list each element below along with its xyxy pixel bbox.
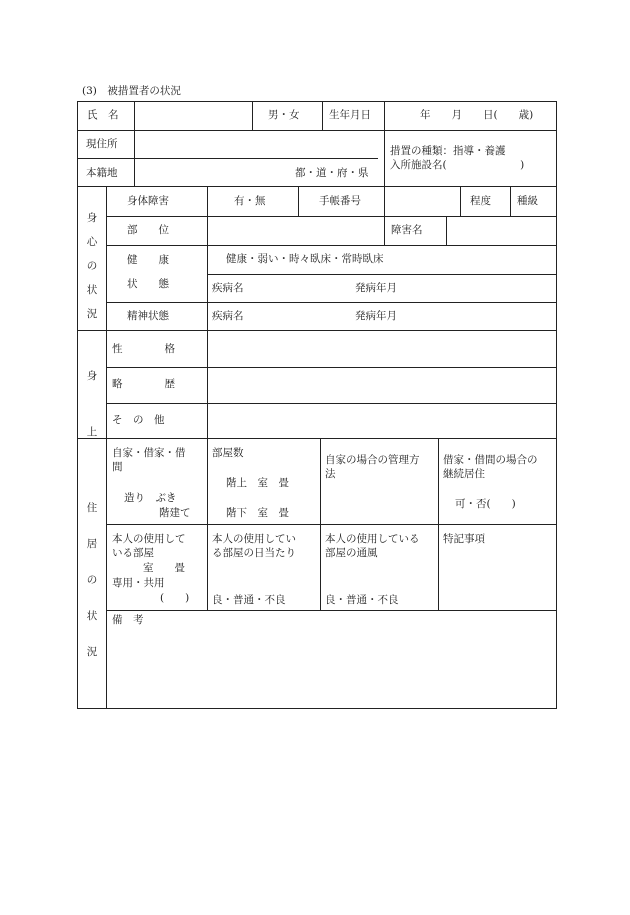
rule [134,158,135,187]
rule [77,158,378,159]
disease-label: 疾病名 [212,282,244,294]
history-label: 略 歴 [112,378,175,390]
part-label: 部 位 [127,224,169,236]
other-label: そ の 他 [112,414,165,426]
room-used-5: ( ) [160,592,190,604]
shinshin-side-label: 身心の状況 [86,212,98,320]
rule [384,186,385,245]
rule [207,438,208,610]
ventilation-1: 本人の使用している [325,533,420,545]
honseki-label: 本籍地 [86,167,118,179]
rule [510,186,511,216]
mijou-side-label: 身上 [86,370,98,438]
mental-label: 精神状態 [127,310,169,322]
rent-cont-value: 可・否( ) [455,498,516,510]
personality-label: 性 格 [112,343,175,355]
rule [207,274,557,275]
room-used-4: 専用・共用 [112,577,165,589]
sunlight-value: 良・普通・不良 [212,594,286,606]
mental-onset-label: 発病年月 [355,310,397,322]
rule [207,330,208,438]
rule [106,302,557,303]
honseki-value: 都・道・府・県 [295,167,369,179]
special-notes-label: 特記事項 [443,533,485,545]
health-label-2: 状 態 [127,278,169,290]
rule [106,216,557,217]
room-used-3: 室 畳 [143,562,185,574]
own-mgmt-1: 自家の場合の管理方 [325,454,420,466]
rent-cont-2: 継続居住 [443,468,485,480]
rooms-label: 部屋数 [212,447,244,459]
notebook-label: 手帳番号 [319,195,361,207]
rule [77,101,78,709]
rule [438,438,439,610]
owner-label-1: 自家・借家・借 [112,447,186,459]
rent-cont-1: 借家・借間の場合の [443,454,538,466]
own-mgmt-2: 法 [325,468,336,480]
health-label-1: 健 康 [127,254,169,266]
rule [252,101,253,130]
ventilation-value: 良・普通・不良 [325,594,399,606]
rooms-lower: 階下 室 畳 [226,507,289,519]
current-address-label: 現住所 [86,138,118,150]
disability-name-label: 障害名 [391,224,423,236]
rule [207,186,208,331]
rule [77,130,557,131]
dob-label: 生年月日 [329,109,371,121]
rule [77,101,557,102]
housing-side-label: 住居の状況 [86,502,98,658]
sunlight-1: 本人の使用してい [212,533,296,545]
rule [106,245,557,246]
rule [106,524,557,525]
rule [77,186,557,187]
ventilation-2: 部屋の通風 [325,547,378,559]
rule [106,367,557,368]
onset-label: 発病年月 [355,282,397,294]
rule [322,101,323,130]
disability-value: 有・無 [234,195,266,207]
rule [77,330,557,331]
owner-label-2: 間 [112,461,123,473]
health-options: 健康・弱い・時々臥床・常時臥床 [226,253,384,265]
sunlight-2: る部屋の日当たり [212,547,296,559]
measure-type: 措置の種類：指導・養護 [390,145,506,157]
rule [384,101,385,187]
degree-label: 程度 [470,195,491,207]
build-2: 階建て [159,507,191,519]
rule [446,216,447,245]
rule [320,438,321,610]
dob-value: 年 月 日( 歳) [420,109,534,121]
mental-disease-label: 疾病名 [212,310,244,322]
room-used-2: いる部屋 [112,547,154,559]
rule [556,101,557,709]
remarks-label: 備 考 [112,614,144,626]
rule [77,438,557,439]
section-title: (3) 被措置者の状況 [82,85,181,97]
grade-label: 種級 [517,195,538,207]
gender-options: 男・女 [268,109,300,121]
rule [77,708,557,709]
disability-label: 身体障害 [127,195,169,207]
rule [106,610,557,611]
rooms-upper: 階上 室 畳 [226,477,289,489]
rule [106,403,557,404]
rule [134,101,135,159]
build-1: 造り ぶき [124,492,177,504]
rule [298,186,299,216]
facility-name: 入所施設名( ) [390,159,525,171]
name-label: 氏 名 [87,109,119,121]
rule [460,186,461,216]
room-used-1: 本人の使用して [112,533,186,545]
rule [106,186,107,709]
